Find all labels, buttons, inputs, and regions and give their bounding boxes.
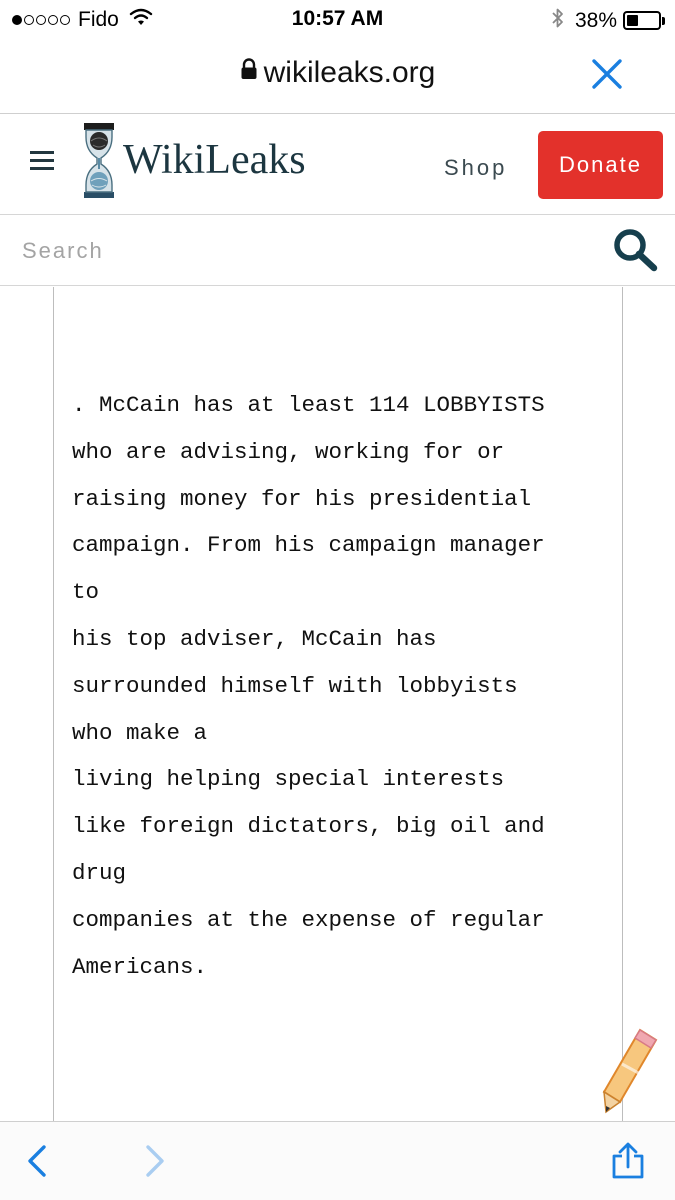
search-icon[interactable]: [610, 226, 660, 281]
site-header: [0, 115, 675, 215]
carrier-name: Fido: [78, 7, 119, 31]
chevron-right-icon[interactable]: [144, 1144, 166, 1183]
address-field[interactable]: [0, 56, 675, 90]
battery-icon: [623, 11, 661, 30]
shop-link[interactable]: Shop: [444, 155, 508, 180]
bluetooth-icon: [551, 7, 565, 34]
document-line: living helping special interests: [72, 766, 505, 793]
battery-percentage: 38%: [574, 8, 617, 32]
document-line: drug: [72, 859, 127, 886]
document-line: Americans.: [72, 953, 208, 980]
document-line: his top adviser, McCain has: [72, 625, 437, 652]
logo-wordmark[interactable]: WikiLeaks: [123, 137, 306, 183]
browser-toolbar: [0, 1121, 675, 1200]
pencil-icon[interactable]: [598, 1024, 662, 1121]
lock-icon: [240, 54, 258, 88]
document-line: companies at the expense of regular: [72, 906, 545, 933]
browser-url-bar: [0, 38, 675, 114]
status-time: 10:57 AM: [291, 7, 384, 30]
wikileaks-hourglass-logo[interactable]: [80, 121, 118, 206]
url-text: wikileaks.org: [263, 56, 436, 89]
status-right: [551, 7, 665, 34]
document-line: who are advising, working for or: [72, 438, 505, 465]
battery-level-fill: [627, 15, 638, 26]
document-line: campaign. From his campaign manager: [72, 532, 545, 559]
document-line: to: [72, 579, 100, 606]
document-line: raising money for his presidential: [72, 485, 532, 512]
document-text: [72, 382, 620, 990]
status-bar: [0, 0, 675, 38]
search-bar: [0, 216, 675, 286]
battery-tip: [662, 17, 665, 25]
document-line: like foreign dictators, big oil and: [72, 813, 545, 840]
hamburger-icon[interactable]: [30, 151, 54, 175]
search-input[interactable]: [22, 234, 582, 268]
close-icon[interactable]: [591, 58, 623, 95]
chevron-left-icon[interactable]: [26, 1144, 48, 1183]
donate-button[interactable]: Donate: [538, 131, 663, 199]
document-line: . McCain has at least 114 LOBBYISTS: [72, 392, 545, 418]
document-line: surrounded himself with lobbyists: [72, 672, 518, 699]
document-line: who make a: [72, 719, 208, 746]
share-icon[interactable]: [610, 1142, 646, 1185]
